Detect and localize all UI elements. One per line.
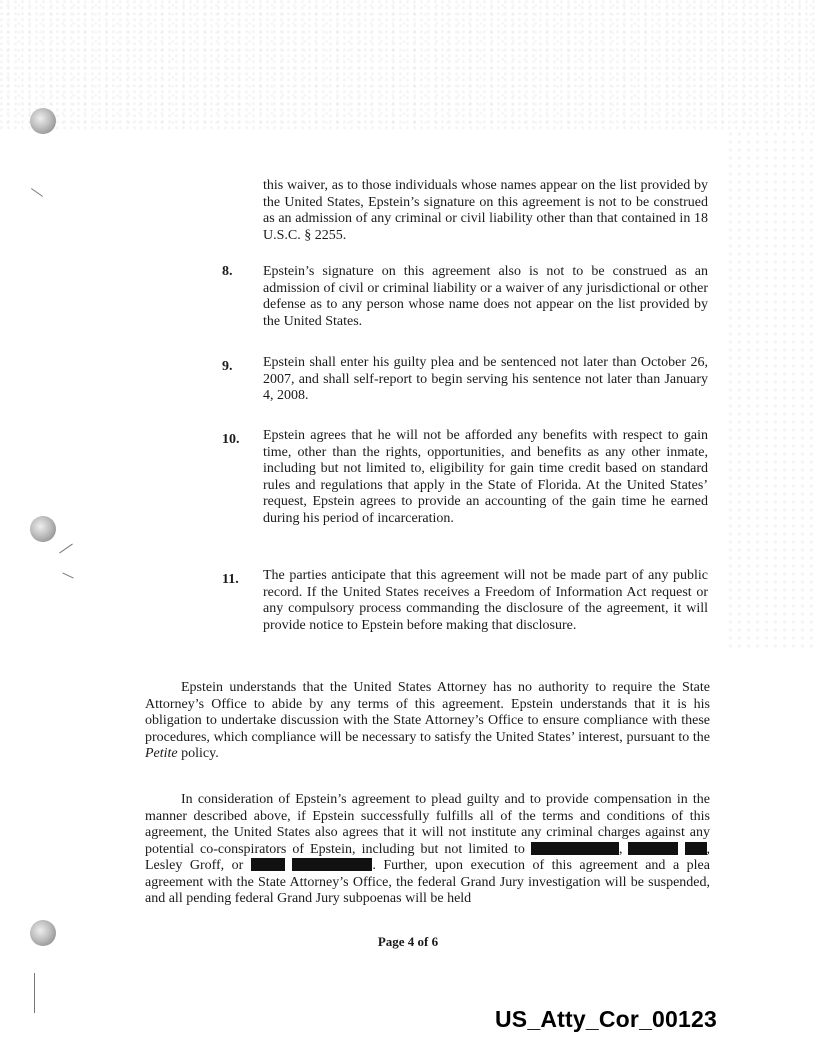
redaction-block (251, 858, 285, 871)
consideration-paragraph (145, 792, 710, 908)
scan-noise-right (726, 130, 816, 650)
state-attorney-text: Epstein understands that the United States Attorney has no authority to require the State Attorney’s Office to abide by any terms of this agreement. Epstein understands that it is his obligation to undertake discussion with the State Attorney’s Office to ensure compliance with these procedures, which compliance will be necessary to satisfy the United States’ interest, pursuant to the (145, 680, 710, 745)
punch-hole-icon (30, 108, 56, 134)
punch-hole-icon (30, 516, 56, 542)
scan-mark (59, 544, 73, 554)
scan-mark (31, 188, 43, 197)
item-8-text: Epstein’s signature on this agreement also is not to be construed as an admission of civil or criminal liability or a waiver of any jurisdictional or other defense as to any person whose name does not appear on the list provided by the United States. (263, 264, 708, 329)
item-10-text: Epstein agrees that he will not be afforded any benefits with respect to gain time, other than the rights, opportunities, and benefits as any other inmate, including but not limited to, eligibility for gain time credit based on standard rules and regulations that apply in the State of Florida. At the United States’ request, Epstein agrees to provide an accounting of the gain time he earned during his period of incarceration. (263, 428, 708, 526)
item-9-text: Epstein shall enter his guilty plea and be sentenced not later than October 26, 2007, and shall self-report to begin serving his sentence not later than January 4, 2008. (263, 355, 708, 403)
scan-mark (34, 973, 35, 1013)
continuation-paragraph: this waiver, as to those individuals whose names appear on the list provided by the United States, Epstein’s signature on this agreement is not to be construed as an admission of any criminal or civil liability other than that contained in 18 U.S.C. § 2255. (263, 178, 708, 243)
bates-number: US_Atty_Cor_00123 (495, 1006, 718, 1032)
page-number: Page 4 of 6 (377, 934, 439, 949)
consideration-text-2: , (618, 841, 629, 857)
redaction-block (628, 842, 678, 855)
item-number: 11. (222, 572, 239, 587)
state-attorney-paragraph (145, 680, 710, 763)
consideration-text-1: In consideration of Epstein’s agreement to plead guilty and to provide compensation in the manner described above, if Epstein successfully fulfills all of the terms and conditions of this agreement, the United States also agrees that it will not institute any criminal charges against any potential co-conspirators of Epstein, including but not limited to (145, 792, 710, 857)
state-attorney-text-end: policy. (177, 746, 219, 761)
redaction-block (531, 842, 619, 855)
item-11-text: The parties anticipate that this agreement will not be made part of any public record. If the United States receives a Freedom of Information Act request or any compulsory process commanding the disclosure of the agreement, it will provide notice to Epstein before making that disclosure. (263, 568, 708, 633)
scan-mark (62, 573, 73, 579)
consideration-text-4: . Further, upon execution of this agreement and a plea agreement with the State Attorney’s Office, the federal Grand Jury investigation will be suspended, and all pending federal Grand Jury subpoenas will be held (145, 858, 710, 906)
item-number: 9. (222, 359, 233, 374)
redaction-block (292, 858, 372, 871)
item-number: 8. (222, 264, 233, 279)
petite-policy-term: Petite (145, 746, 178, 761)
item-number: 10. (222, 432, 240, 447)
redaction-block (685, 842, 707, 855)
consideration-text-3: , Lesley Groff, or (145, 841, 710, 873)
scan-noise-top (0, 0, 816, 130)
